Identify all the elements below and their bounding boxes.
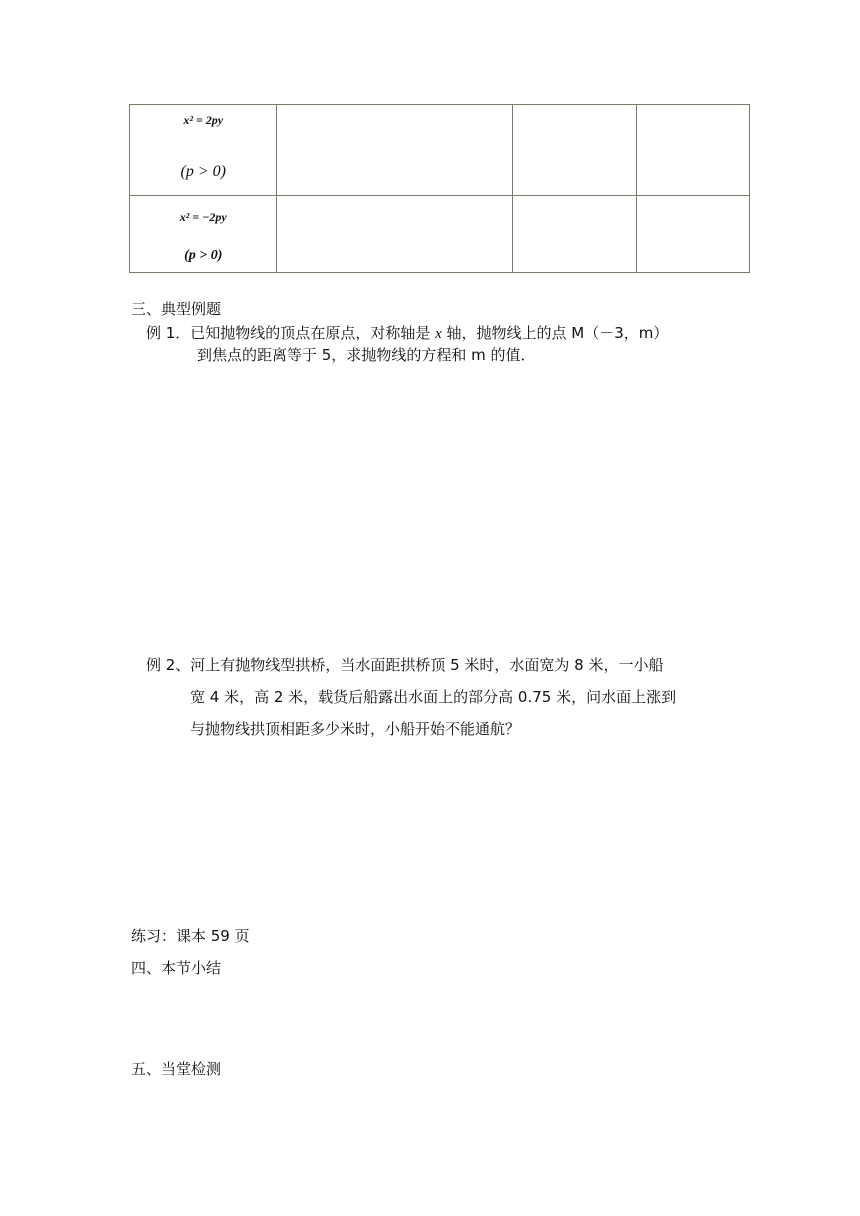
- equation-text: x² = 2py: [183, 113, 224, 127]
- example2-line3: 与抛物线拱顶相距多少米时，小船开始不能通航？: [190, 720, 521, 738]
- table-cell: [636, 105, 749, 196]
- section3-heading: 三、典型例题: [131, 300, 222, 318]
- section5-heading: 五、当堂检测: [131, 1060, 222, 1078]
- example1-line1: [146, 324, 668, 343]
- example1-line1-start: 例 1．已知抛物线的顶点在原点，对称轴是: [146, 324, 436, 342]
- example2-line1: 例 2、河上有抛物线型拱桥，当水面距拱桥顶 5 米时，水面宽为 8 米，一小船: [146, 656, 664, 674]
- equation-cell: [130, 196, 277, 273]
- equation-text: x² = −2py: [179, 210, 227, 224]
- practice-note: 练习：课本 59 页: [131, 927, 250, 945]
- example1-variable: x: [435, 326, 442, 342]
- table-cell: [636, 196, 749, 273]
- equation-cell: [130, 105, 277, 196]
- condition-text: (p > 0): [184, 248, 223, 263]
- table-cell: [277, 196, 513, 273]
- condition-text: (p > 0): [180, 163, 226, 180]
- example1-line2: 到焦点的距离等于 5，求抛物线的方程和 m 的值．: [197, 346, 536, 364]
- section4-heading: 四、本节小结: [131, 959, 222, 977]
- table-cell: [513, 105, 636, 196]
- example2-line2: 宽 4 米，高 2 米，载货后船露出水面上的部分高 0.75 米，问水面上涨到: [190, 688, 677, 706]
- table-cell: [513, 196, 636, 273]
- parabola-table: [129, 104, 750, 273]
- table-row: [130, 196, 750, 273]
- example1-line1-end: 轴，抛物线上的点 M（－3，m）: [441, 324, 669, 342]
- table-cell: [277, 105, 513, 196]
- table-row: [130, 105, 750, 196]
